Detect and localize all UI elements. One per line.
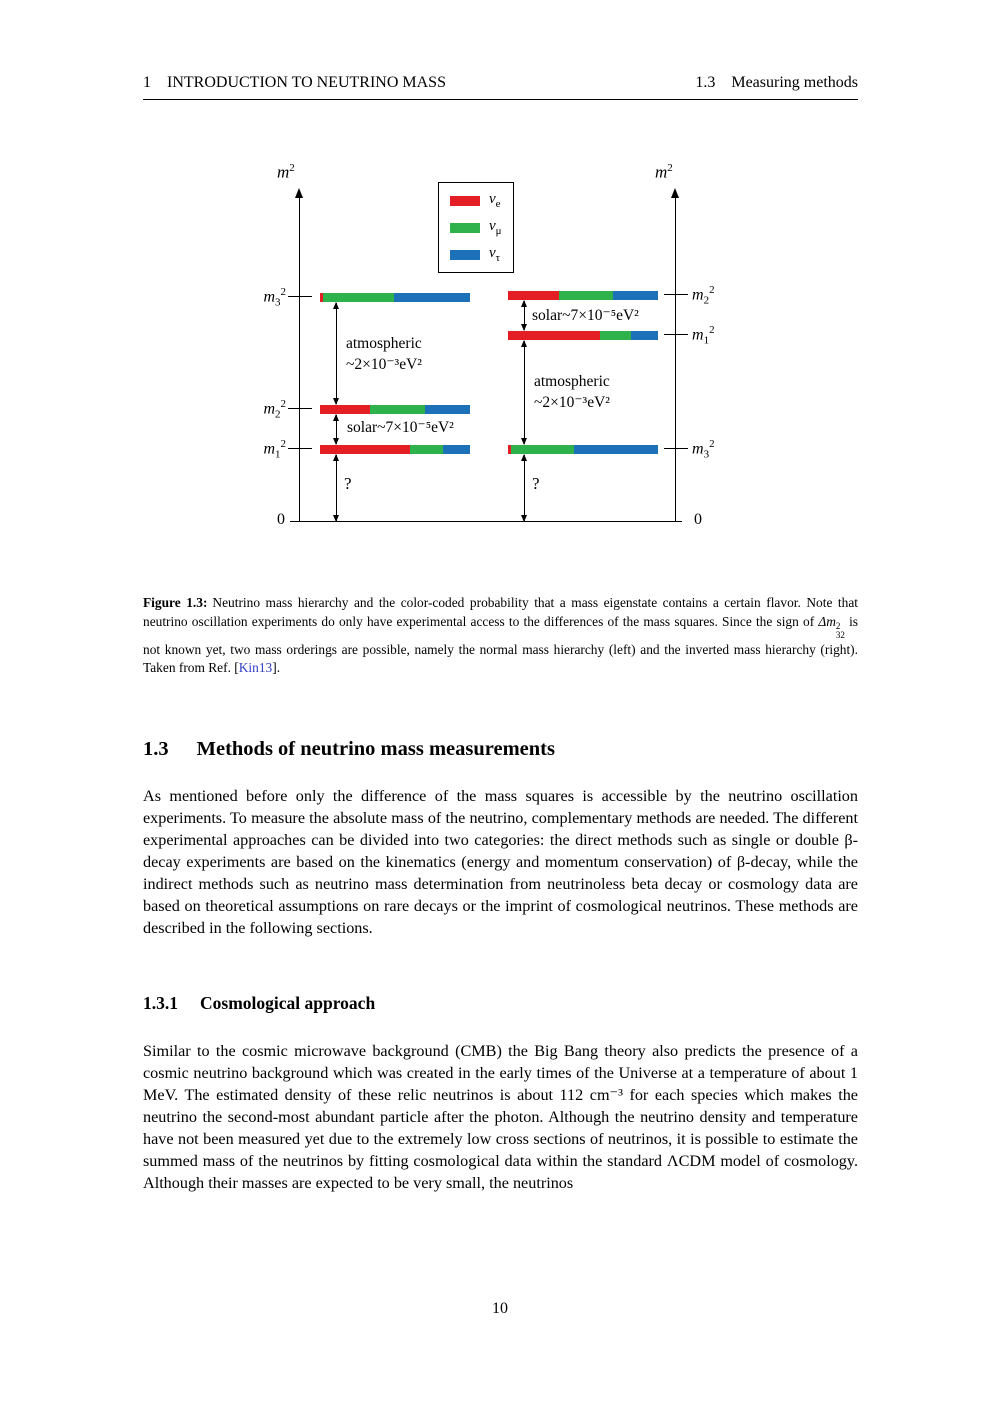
flavor-legend xyxy=(438,182,514,273)
chapter-number: 1 xyxy=(143,74,151,91)
tick-label-m3-inverted: $m_3^2$ xyxy=(692,438,715,461)
absolute-offset-arrow-inverted xyxy=(524,455,525,521)
tick-label-m1-normal: $m_1^2$ xyxy=(263,438,286,461)
nu-mu-swatch-icon xyxy=(450,223,480,233)
zero-label-right: 0 xyxy=(694,511,702,528)
atmospheric-label-normal: atmospheric ~2×10⁻³eV² xyxy=(346,335,422,373)
axis-label-m-squared-left: $m^2$ xyxy=(277,162,295,182)
figure-mass-hierarchy xyxy=(143,162,858,554)
nu-tau-swatch-icon xyxy=(450,250,480,260)
running-head xyxy=(143,74,858,92)
head-rule xyxy=(143,99,858,100)
legend-row-nu-mu xyxy=(450,218,502,237)
left-mass-axis xyxy=(299,196,300,522)
caption-text-3: ]. xyxy=(272,660,281,676)
legend-row-nu-tau xyxy=(450,245,502,264)
citation-link-kin13[interactable]: Kin13 xyxy=(238,660,273,676)
legend-label-nu-tau: $\nu_\tau$ xyxy=(489,245,501,264)
tick-m2-inverted xyxy=(664,294,688,295)
tick-label-m2-inverted: $m_2^2$ xyxy=(692,284,715,307)
section-ref-title: Measuring methods xyxy=(731,74,858,91)
mass-bar-m3-inverted xyxy=(508,445,658,454)
legend-label-nu-e: $\nu_e$ xyxy=(489,191,501,210)
section-number: 1.3 xyxy=(143,737,169,760)
axis-label-m-squared-right: $m^2$ xyxy=(655,162,673,182)
atmospheric-label-inverted: atmospheric ~2×10⁻³eV² xyxy=(534,373,610,411)
tick-label-m1-inverted: $m_1^2$ xyxy=(692,324,715,347)
mass-bar-m2-inverted xyxy=(508,291,658,300)
question-mark-inverted: ? xyxy=(532,474,540,493)
subsection-heading xyxy=(143,993,858,1014)
solar-splitting-arrow-inverted xyxy=(524,301,525,330)
tick-m1-normal xyxy=(288,448,312,449)
absolute-offset-arrow-normal xyxy=(336,455,337,521)
right-mass-axis xyxy=(675,196,676,522)
tick-label-m2-normal: $m_2^2$ xyxy=(263,398,286,421)
tick-m1-inverted xyxy=(664,334,688,335)
zero-label-left: 0 xyxy=(277,511,285,528)
figure-caption xyxy=(143,594,858,678)
mass-bar-m1-normal xyxy=(320,445,470,454)
delta-m-squared-32-math: Δm 2 32 xyxy=(818,613,845,641)
solar-label-normal: solar~7×10⁻⁵eV² xyxy=(347,419,454,436)
zero-baseline xyxy=(290,521,682,522)
chapter-title: INTRODUCTION TO NEUTRINO MASS xyxy=(167,74,446,91)
caption-text-1: Neutrino mass hierarchy and the color-coded probability that a mass eigenstate contains a certain flavor. Note that neutrino oscillation experiments do only have experimental access to the differences of the mass squares. Since the sign of xyxy=(143,595,859,629)
section-title: Methods of neutrino mass measurements xyxy=(196,737,555,760)
section-heading xyxy=(143,738,858,761)
content-column xyxy=(143,0,858,1194)
mass-bar-m2-normal xyxy=(320,405,470,414)
mass-bar-m1-inverted xyxy=(508,331,658,340)
atmospheric-splitting-arrow-inverted xyxy=(524,341,525,444)
tick-m2-normal xyxy=(288,408,312,409)
tick-m3-normal xyxy=(288,296,312,297)
nu-e-swatch-icon xyxy=(450,196,480,206)
section-ref-number: 1.3 xyxy=(695,74,716,91)
subsection-body-paragraph: Similar to the cosmic microwave background (CMB) the Big Bang theory also predicts the presence of a cosmic neutrino background which was created in the early times of the Universe at a temperature of about 1 MeV. The estimated density of these relic neutrinos is about 112 cm⁻³ for each species which makes the neutrino the second-most abundant particle after the photon. Although the neutrino density and temperature have not been measured yet due to the extremely low cross sections of neutrinos, it is possible to estimate the summed mass of the neutrinos by fitting cosmological data within the standard ΛCDM model of cosmology. Although their masses are expected to be very small, the neutrinos xyxy=(143,1042,858,1193)
section-body-paragraph: As mentioned before only the difference of the mass squares is accessible by the neutrino oscillation experiments. To measure the absolute mass of the neutrino, complementary methods are needed. The different experimental approaches can be divided into two categories: the direct methods such as single or double β-decay experiments are based on the kinematics (energy and momentum conservation) of β-decay, while the indirect methods such as neutrino mass determination from neutrinoless beta decay or cosmology data are based on theoretical assumptions on rare decays or the imprint of cosmological neutrinos. These methods are described in the following sections. xyxy=(143,786,858,938)
caption-label: Figure 1.3: xyxy=(143,595,208,610)
caption-text-2: is not known yet, two mass orderings are possible, namely the normal mass hierarchy (left) and the inverted mass hierarchy (right). Taken from Ref. [ xyxy=(143,613,859,676)
running-head-right xyxy=(695,74,858,92)
mass-bar-m3-normal xyxy=(320,293,470,302)
subsection-title: Cosmological approach xyxy=(200,993,376,1014)
running-head-left xyxy=(143,74,446,92)
subsection-number: 1.3.1 xyxy=(143,993,178,1014)
solar-splitting-arrow-normal xyxy=(336,415,337,444)
legend-row-nu-e xyxy=(450,191,502,210)
atmospheric-splitting-arrow-normal xyxy=(336,303,337,404)
question-mark-normal: ? xyxy=(344,474,352,493)
solar-label-inverted: solar~7×10⁻⁵eV² xyxy=(532,307,639,324)
page-number: 10 xyxy=(492,1300,508,1317)
legend-label-nu-mu: $\nu_\mu$ xyxy=(489,218,502,237)
tick-m3-inverted xyxy=(664,448,688,449)
tick-label-m3-normal: $m_3^2$ xyxy=(263,286,286,309)
